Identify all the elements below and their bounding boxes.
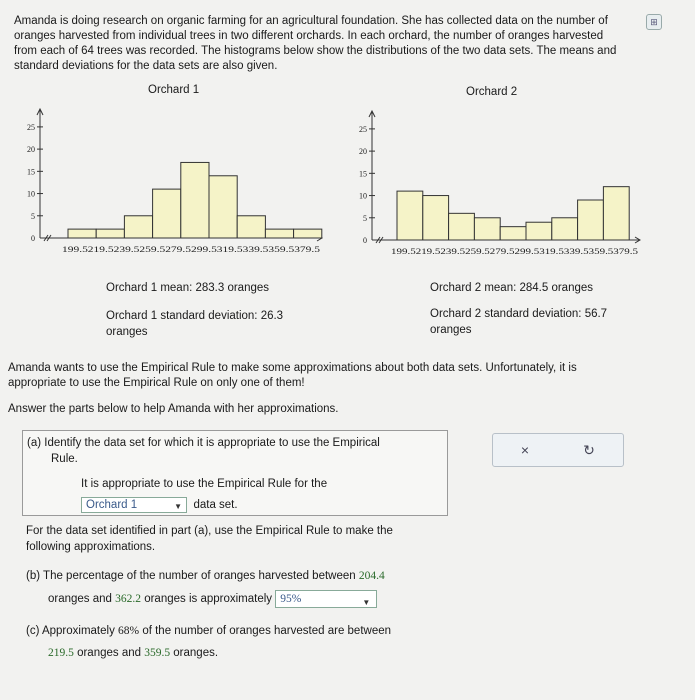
part-c-line-2 <box>48 646 218 661</box>
histogram-bar <box>265 229 293 238</box>
y-tick-label: 5 <box>363 213 367 223</box>
orchard2-histogram <box>340 100 670 268</box>
y-tick-label: 15 <box>27 167 35 177</box>
orchard2-sd-unit: oranges <box>430 324 472 336</box>
empirical-rule-text: Amanda wants to use the Empirical Rule to make some approximations about both data sets. Unfortunately, it is appropriate to use the Empirical Rule on only one of them! <box>8 362 577 389</box>
y-tick-label: 10 <box>359 191 367 201</box>
histogram-bar <box>68 229 96 238</box>
y-tick-label: 15 <box>359 169 367 179</box>
histogram-bar <box>526 222 552 240</box>
histogram-bar <box>552 218 578 240</box>
y-tick-label: 0 <box>363 236 367 245</box>
part-b-intro-2: following approximations. <box>26 541 156 553</box>
grid-icon[interactable]: ⊞ <box>646 14 662 30</box>
dataset-select[interactable] <box>81 497 187 513</box>
part-c-mid: oranges and <box>73 647 145 659</box>
y-tick-label: 5 <box>31 211 35 221</box>
histogram-bar <box>96 229 124 238</box>
part-c-percentage: 68% <box>118 625 140 637</box>
y-tick-label: 25 <box>27 122 35 132</box>
histogram-bar <box>397 191 423 240</box>
y-tick-label: 20 <box>27 145 35 155</box>
percentage-select-value: 95% <box>280 593 302 605</box>
orchard2-mean: Orchard 2 mean: 284.5 oranges <box>430 282 594 294</box>
histogram-bar <box>181 162 209 238</box>
part-a-suffix: data set. <box>193 499 238 511</box>
histogram-bar <box>153 189 181 238</box>
part-b-value-2: 362.2 <box>115 593 142 605</box>
histogram-bar <box>294 229 322 238</box>
chevron-down-icon: ▼ <box>362 598 371 607</box>
part-a-label-2: Rule. <box>51 453 78 465</box>
orchard1-histogram <box>10 98 340 268</box>
y-tick-label: 25 <box>359 124 367 134</box>
percentage-select[interactable] <box>275 590 377 608</box>
histogram-bar <box>449 213 475 240</box>
orchard2-title: Orchard 2 <box>466 86 518 98</box>
dataset-select-value: Orchard 1 <box>86 499 138 511</box>
part-a-label: (a) Identify the data set for which it is appropriate to use the Empirical <box>27 437 380 449</box>
histogram-bar <box>500 227 526 240</box>
histogram-bar <box>423 196 449 240</box>
y-tick-label: 0 <box>31 234 35 243</box>
part-a-sentence: It is appropriate to use the Empirical Rule for the <box>81 478 328 490</box>
chevron-down-icon: ▼ <box>174 502 182 511</box>
part-c-suffix: of the number of oranges harvested are between <box>139 625 392 637</box>
part-b-line-1 <box>26 569 385 584</box>
histogram-bar <box>603 187 629 240</box>
answer-actions <box>492 433 624 467</box>
histogram-bar <box>578 200 604 240</box>
part-b-intro-1: For the data set identified in part (a), use the Empirical Rule to make the <box>26 525 393 537</box>
part-c-line-1 <box>26 624 391 639</box>
part-c-prefix: (c) Approximately <box>26 625 119 637</box>
problem-intro: Amanda is doing research on organic farming for an agricultural foundation. She has collected data on the number of oranges harvested from individual trees in two different orchards. In each orchard, the number of oranges harvested from each of 64 trees was recorded. The histograms below show the distributions of the two data sets. The means and standard deviations for the data sets are also given. <box>14 15 617 72</box>
part-b-prefix: (b) The percentage of the number of oranges harvested between <box>26 570 359 582</box>
x-tick-labels: 199.5219.5239.5259.5279.5299.5319.5339.5359.5379.5 <box>62 245 320 254</box>
part-b-value-1: 204.4 <box>358 570 385 582</box>
part-b-line-2 <box>48 590 377 608</box>
histogram-bar <box>237 216 265 238</box>
histogram-bar <box>124 216 152 238</box>
orchard1-sd-unit: oranges <box>106 326 148 338</box>
part-c-value-1: 219.5 <box>48 647 74 659</box>
part-a-box <box>22 430 448 516</box>
part-b-line2-suffix: oranges is approximately <box>141 593 273 605</box>
part-c-value-2: 359.5 <box>144 647 171 659</box>
orchard2-sd: Orchard 2 standard deviation: 56.7 <box>430 308 608 320</box>
x-tick-labels: 199.5219.5239.5259.5279.5299.5319.5339.5359.5379.5 <box>391 247 638 256</box>
part-c-end: oranges. <box>170 647 219 659</box>
orchard1-title: Orchard 1 <box>148 84 200 96</box>
histogram-bar <box>474 218 500 240</box>
answer-instructions: Answer the parts below to help Amanda with her approximations. <box>8 403 339 415</box>
y-tick-label: 10 <box>27 189 35 199</box>
part-b-line2-prefix: oranges and <box>48 593 116 605</box>
orchard1-mean: Orchard 1 mean: 283.3 oranges <box>106 282 270 294</box>
orchard1-sd: Orchard 1 standard deviation: 26.3 <box>106 310 284 322</box>
y-tick-label: 20 <box>359 147 367 157</box>
clear-icon[interactable]: × <box>520 442 530 458</box>
histogram-bar <box>209 176 237 238</box>
undo-icon[interactable]: ↻ <box>583 442 595 458</box>
